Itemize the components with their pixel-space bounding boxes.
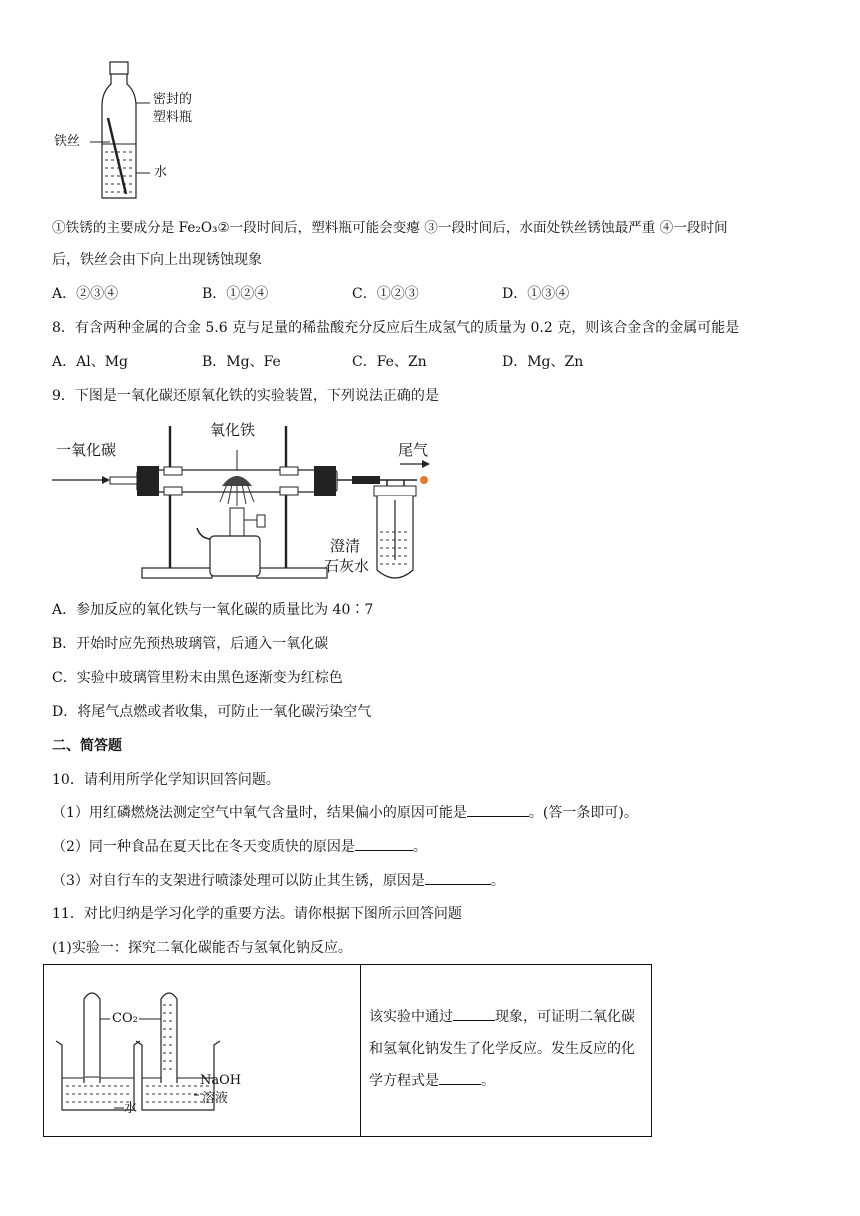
q10-part2-blank[interactable] [355, 836, 413, 851]
label-limewater-2: 石灰水 [324, 557, 370, 575]
co2-naoh-drawing [44, 965, 360, 1136]
label-co2: CO₂ [112, 1011, 138, 1026]
q8-option-b: B．Mg、Fe [202, 354, 281, 370]
q8-option-a: A．Al、Mg [52, 354, 128, 370]
q7-option-d: D．①③④ [502, 286, 570, 302]
q9-option-b: B．开始时应先预热玻璃管，后通入一氧化碳 [52, 636, 329, 652]
q10-part3-suffix: 。 [490, 873, 505, 889]
exp1-text-b: 现象，可证明二氧化碳和氢氧化钠发生了化学反应。发生反应的化学方程式是 [369, 1009, 635, 1089]
experiment1-figure-cell [44, 965, 361, 1137]
experiment1-text-cell [361, 965, 652, 1137]
label-solution: 溶液 [202, 1091, 229, 1106]
q9-option-d: D．将尾气点燃或者收集，可防止一氧化碳污染空气 [52, 704, 372, 720]
q11-stem: 11．对比归纳是学习化学的重要方法。请你根据下图所示回答问题 [52, 906, 462, 922]
q10-part1-blank[interactable] [467, 802, 529, 817]
label-co: 一氧化碳 [56, 441, 117, 459]
label-limewater-1: 澄清 [330, 537, 361, 555]
section-title: 二、简答题 [52, 738, 122, 754]
exp1-text-a: 该实验中通过 [369, 1009, 453, 1025]
q10-part2 [52, 836, 427, 857]
exp1-blank-equation[interactable] [439, 1070, 481, 1085]
label-water-beaker: 水 [124, 1101, 138, 1116]
q10-part3 [52, 870, 505, 891]
q10-part2-suffix: 。 [412, 839, 427, 855]
bottle-figure [50, 58, 220, 208]
q9-stem: 9．下图是一氧化碳还原氧化铁的实验装置，下列说法正确的是 [52, 388, 439, 404]
q9-option-c: C．实验中玻璃管里粉末由黑色逐渐变为红棕色 [52, 670, 343, 686]
q8-option-d: D．Mg、Zn [502, 354, 584, 370]
co-reduction-apparatus-figure [52, 420, 442, 585]
label-sealed: 密封的 [153, 92, 193, 107]
label-plastic-bottle: 塑料瓶 [153, 110, 193, 125]
q7-statements-line2: 后，铁丝会由下向上出现锈蚀现象 [52, 252, 262, 268]
q8-stem: 8．有含两种金属的合金 5.6 克与足量的稀盐酸充分反应后生成氢气的质量为 0.2 克，则该合金含的金属可能是 [52, 320, 740, 336]
q10-stem: 10．请利用所学化学知识回答问题。 [52, 772, 280, 788]
q10-part3-text: （3）对自行车的支架进行喷漆处理可以防止其生锈，原因是 [52, 873, 425, 889]
q10-part3-blank[interactable] [425, 870, 491, 885]
q10-part1-suffix: 。(答一条即可)。 [528, 805, 638, 821]
exp1-text-c: 。 [481, 1073, 495, 1089]
q9-option-a: A．参加反应的氧化铁与一氧化碳的质量比为 40∶7 [52, 602, 374, 618]
q10-part2-text: （2）同一种食品在夏天比在冬天变质快的原因是 [52, 839, 355, 855]
label-tail-gas: 尾气 [398, 441, 429, 459]
bottle-drawing [50, 58, 220, 208]
exp1-blank-phenomenon[interactable] [453, 1006, 495, 1021]
q7-statements-line1: ①铁锈的主要成分是 Fe₂O₃②一段时间后，塑料瓶可能会变瘪 ③一段时间后，水面处铁丝锈蚀最严重 ④一段时间 [52, 220, 728, 236]
q7-option-c: C．①②③ [352, 286, 419, 302]
experiment1-table [43, 964, 652, 1137]
q10-part1 [52, 802, 638, 823]
label-water: 水 [154, 165, 168, 180]
q10-part1-text: （1）用红磷燃烧法测定空气中氧气含量时，结果偏小的原因可能是 [52, 805, 467, 821]
label-fe2o3: 氧化铁 [210, 421, 256, 439]
label-naoh: NaOH [200, 1073, 242, 1088]
label-iron-wire: 铁丝 [54, 134, 81, 149]
q7-option-a: A．②③④ [52, 286, 119, 302]
q8-option-c: C．Fe、Zn [352, 354, 427, 370]
experiment1-question-text [361, 965, 651, 1097]
q7-option-b: B．①②④ [202, 286, 269, 302]
q11-exp1-title: (1)实验一：探究二氧化碳能否与氢氧化钠反应。 [52, 940, 352, 956]
